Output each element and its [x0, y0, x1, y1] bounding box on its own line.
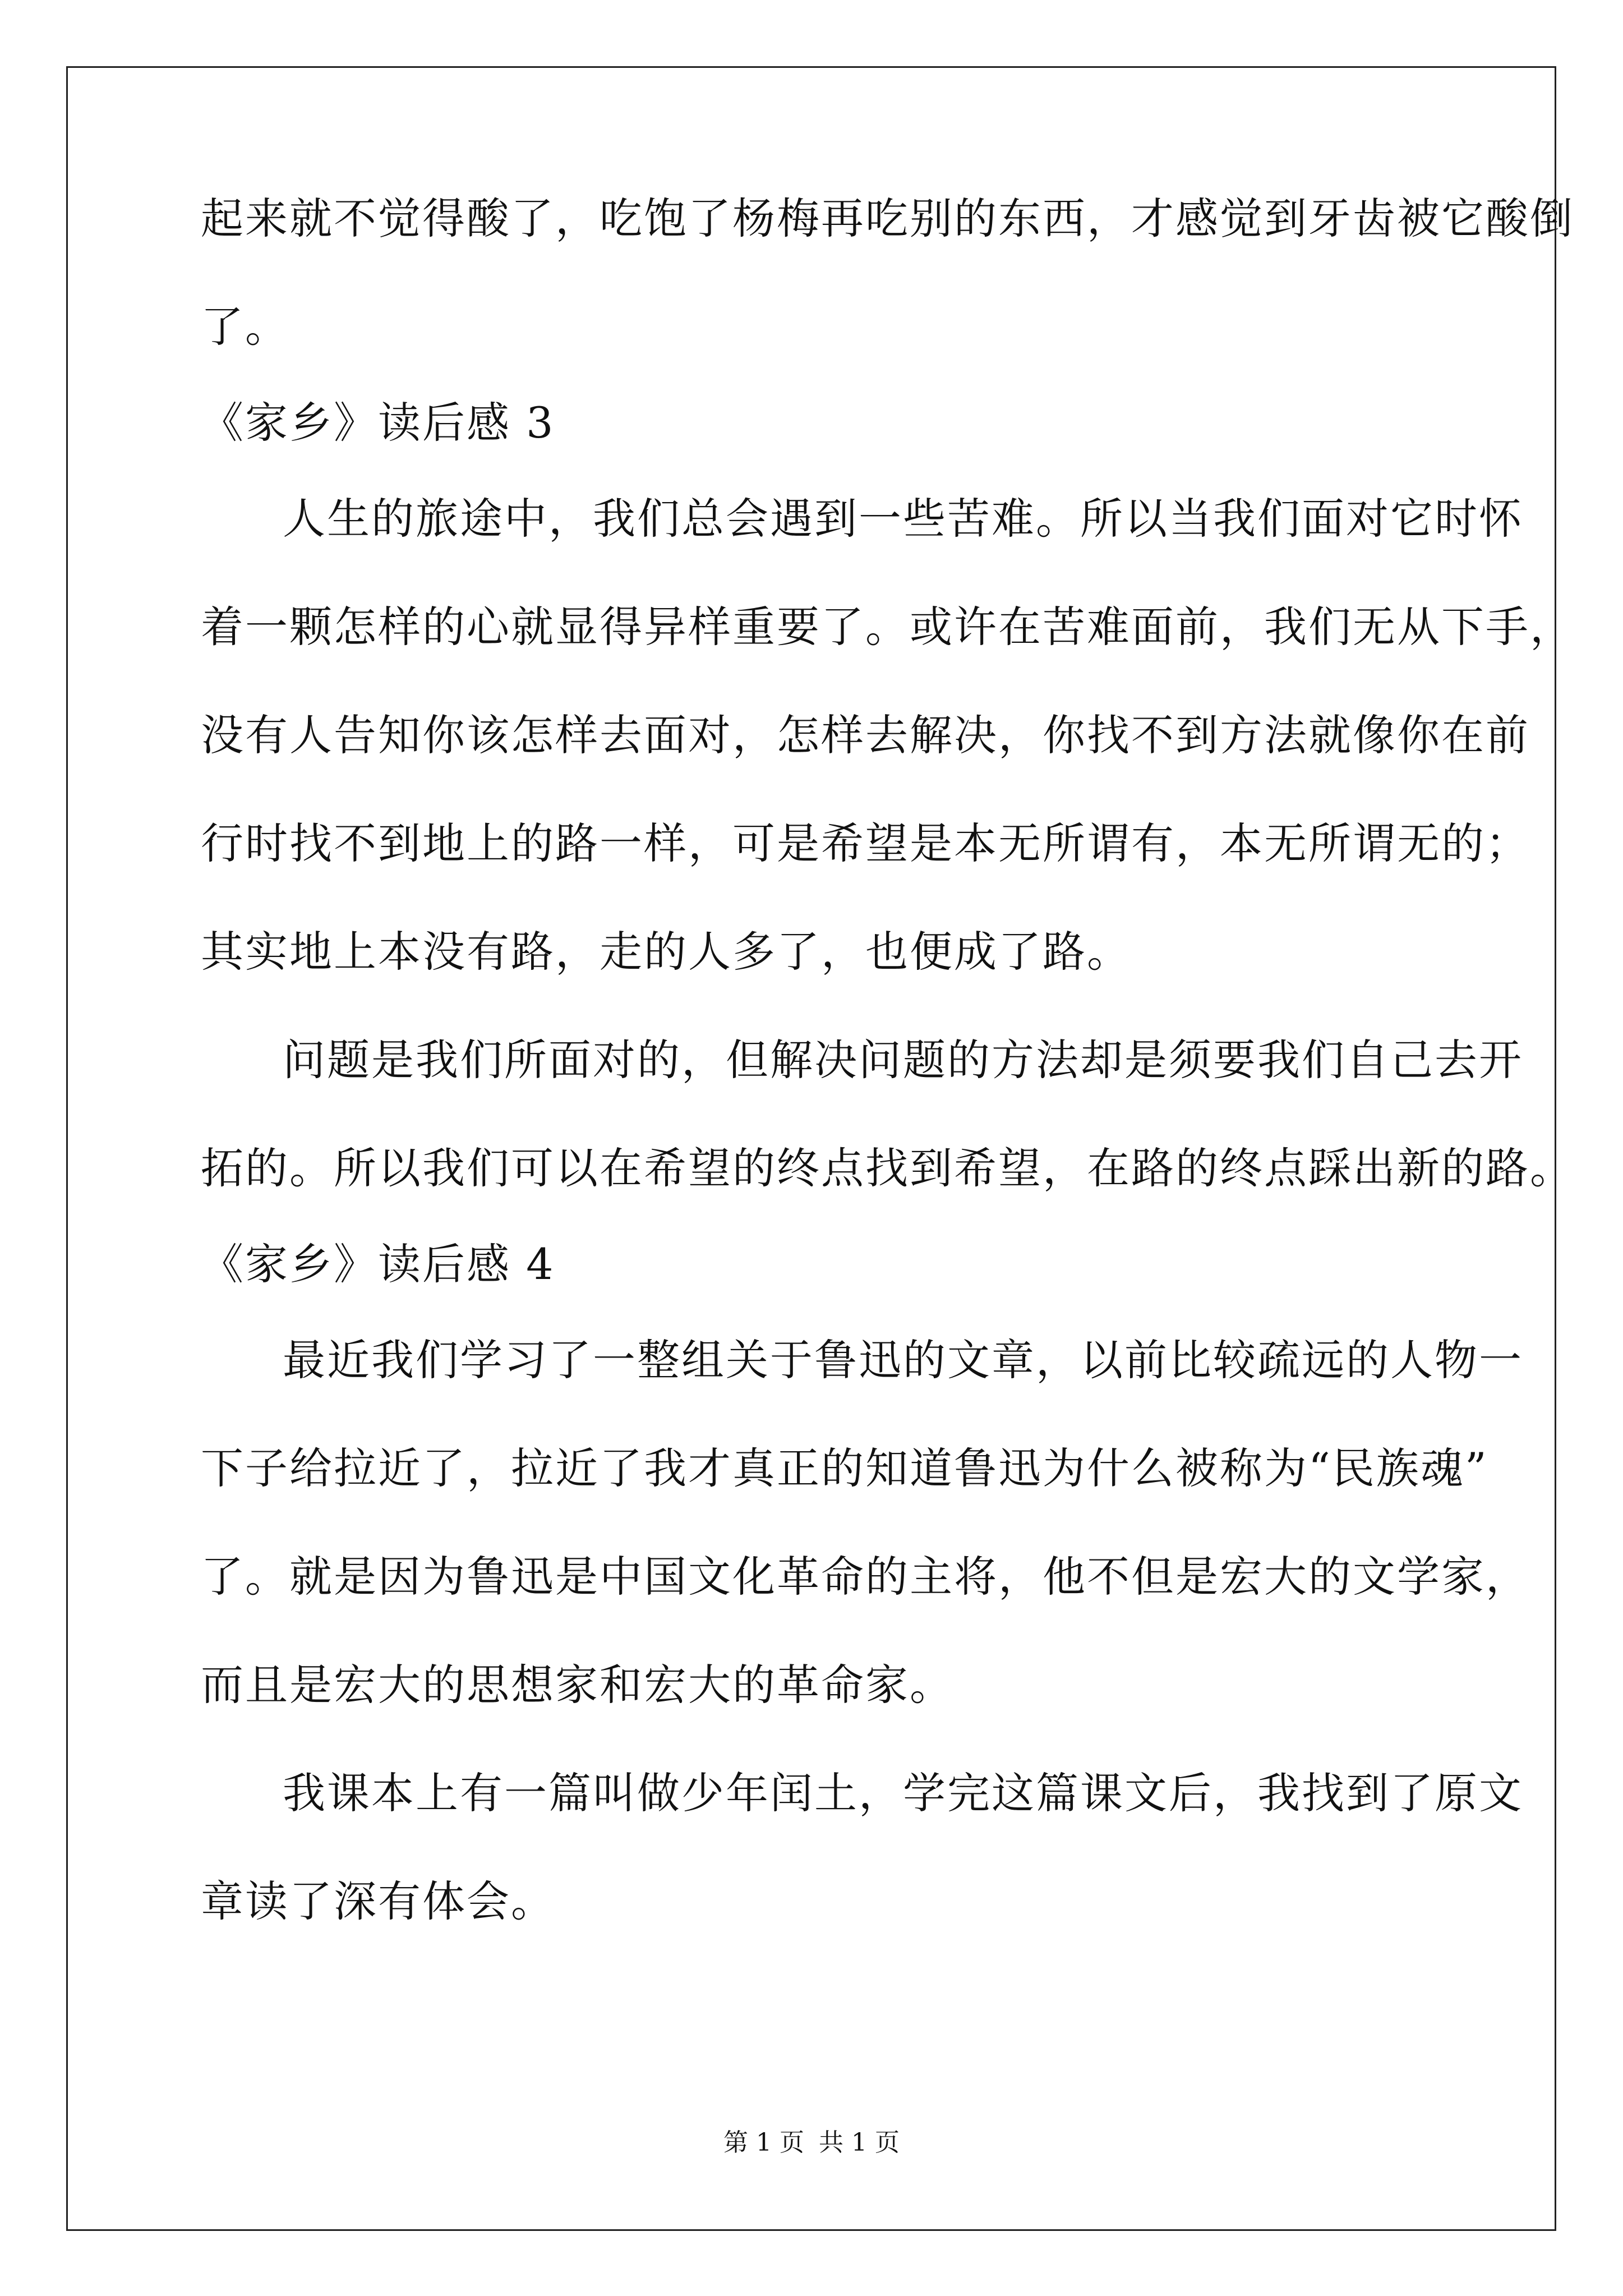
- text-line: 了。: [201, 302, 289, 352]
- text-line: 没有人告知你该怎样去面对，怎样去解决，你找不到方法就像你在前: [201, 710, 1530, 760]
- document-body: [201, 194, 1574, 1926]
- section-heading: 《家乡》读后感 3: [201, 398, 555, 448]
- section-heading: 《家乡》读后感 4: [201, 1239, 555, 1289]
- text-line: 拓的。所以我们可以在希望的终点找到希望，在路的终点踩出新的路。: [201, 1143, 1574, 1193]
- text-line: 了。就是因为鲁迅是中国文化革命的主将，他不但是宏大的文学家，: [201, 1552, 1530, 1602]
- text-line: 起来就不觉得酸了，吃饱了杨梅再吃别的东西，才感觉到牙齿被它酸倒: [201, 194, 1574, 243]
- text-line: 着一颗怎样的心就显得异样重要了。或许在苦难面前，我们无从下手，: [201, 602, 1574, 652]
- text-line: 我课本上有一篇叫做少年闰土，学完这篇课文后，我找到了原文: [283, 1768, 1523, 1818]
- text-line: 行时找不到地上的路一样，可是希望是本无所谓有，本无所谓无的；: [201, 818, 1530, 868]
- text-line: 人生的旅途中，我们总会遇到一些苦难。所以当我们面对它时怀: [283, 494, 1523, 544]
- page-total: 共 1 页: [819, 2128, 900, 2157]
- text-line: 下子给拉近了，拉近了我才真正的知道鲁迅为什么被称为“民族魂”: [201, 1443, 1488, 1493]
- text-line: 其实地上本没有路，走的人多了，也便成了路。: [201, 927, 1131, 977]
- page-footer: [0, 2128, 1623, 2157]
- text-line: 章读了深有体会。: [201, 1876, 555, 1926]
- text-line: 而且是宏大的思想家和宏大的革命家。: [201, 1660, 954, 1710]
- text-line: 问题是我们所面对的，但解决问题的方法却是须要我们自己去开: [283, 1035, 1523, 1085]
- text-line: 最近我们学习了一整组关于鲁迅的文章，以前比较疏远的人物一: [283, 1335, 1523, 1385]
- page-number: 第 1 页: [723, 2128, 804, 2157]
